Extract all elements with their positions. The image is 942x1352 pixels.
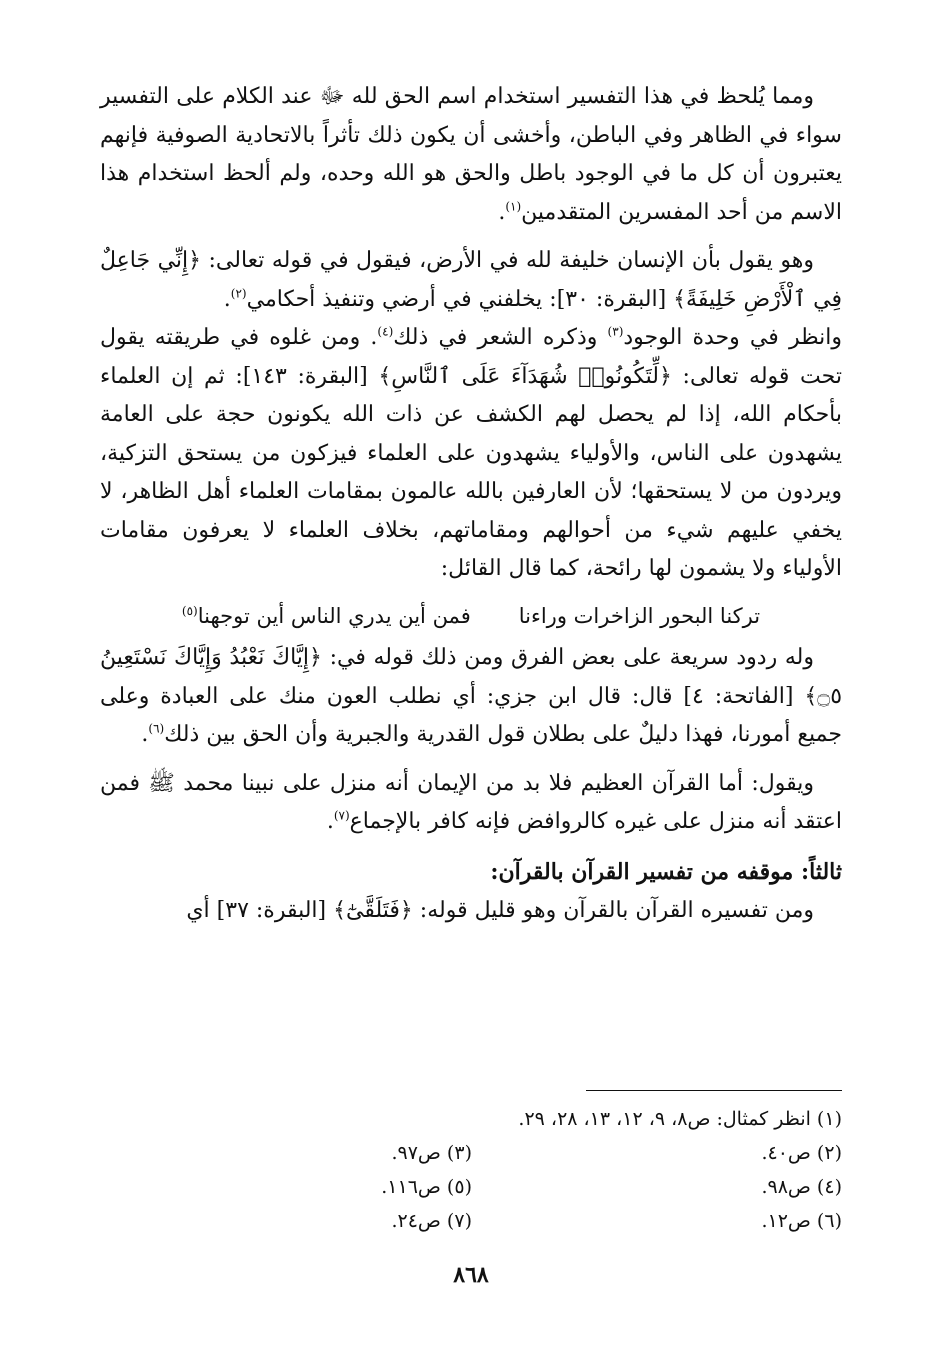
page-number: ٨٦٨ [453, 1262, 489, 1288]
paragraph-1 [100, 78, 842, 232]
footnote-2: (٢) ص٤٠. [761, 1142, 842, 1164]
paragraph-2-text: وهو يقول بأن الإنسان خليفة لله في الأرض، فيقول في قوله تعالى: ﴿إِنِّي جَاعِلٌ فِي ٱلْأَرْضِ خَلِيفَةً﴾ [البقرة: ٣٠]: يخلفني في أرضي وتنفيذ أحكامي [100, 248, 842, 312]
paragraph-6 [100, 892, 842, 931]
paragraph-2-tail: . [223, 286, 231, 312]
footnote-divider [586, 1090, 842, 1091]
footnote-ref-6: (٦) [148, 721, 165, 736]
page-body [100, 78, 842, 930]
paragraph-4-text: وله ردود سريعة على بعض الفرق ومن ذلك قوله في: ﴿إِيَّاكَ نَعْبُدُ وَإِيَّاكَ نَسْتَعِينُ ۝٥﴾ [الفاتحة: ٤] قال: قال ابن جزي: أي نطلب العون منك على العبادة وعلى جميع أمورنا، فهذا دليلٌ على بطلان قول القدرية والجبرية وأن الحق بين ذلك [100, 645, 843, 747]
footnote-ref-3: (٣) [607, 324, 624, 339]
footnote-ref-4: (٤) [377, 324, 394, 339]
paragraph-3-text-3: . ومن غلوه في طريقته يقول تحت قوله تعالى: ﴿لِّتَكُونُوا۟ شُهَدَآءَ عَلَى ٱلنَّاسِ﴾ [البقرة: ١٤٣]: ثم إن العلماء بأحكام الله، إذا لم يحصل لهم الكشف عن ذات الله يكونون حجة على العامة يشهدون على الناس، والأولياء يشهدون على العلماء فيزكون من يستحق التزكية، ويردون من لا يستحقها؛ لأن العارفين بالله عالمون بمقامات العلماء أهل الظاهر، لا يخفي عليهم شيء من أحوالهم ومقاماتهم، بخلاف العلماء لا يعرفون مقامات الأولياء ولا يشمون لها رائحة، كما قال القائل: [100, 325, 842, 581]
footnote-ref-2: (٢) [230, 286, 247, 301]
paragraph-5-tail: . [326, 809, 334, 834]
paragraph-4 [100, 639, 842, 755]
paragraph-5 [100, 765, 842, 842]
section-heading-lead: ثالثاً: [801, 858, 842, 885]
paragraph-3-text: وانظر في وحدة الوجود [623, 325, 842, 350]
paragraph-1-tail: . [498, 199, 506, 225]
footnote-7: (٧) ص٢٤. [391, 1210, 472, 1232]
footnote-6: (٦) ص١٢. [761, 1210, 842, 1232]
section-heading-text: موقفه من تفسير القرآن بالقرآن: [490, 858, 801, 885]
footnote-3: (٣) ص٩٧. [391, 1142, 472, 1164]
footnote-5: (٥) ص١١٦. [381, 1176, 472, 1198]
paragraph-1-text: ومما يُلحظ في هذا التفسير استخدام اسم الحق لله ﷻ عند الكلام على التفسير سواء في الظاهر وفي الباطن، وأخشى أن يكون ذلك تأثراً بالاتحادية الصوفية فإنهم يعتبرون أن كل ما في الوجود باطل والحق هو الله وحده، ولم ألحظ استخدام هذا الاسم من أحد المفسرين المتقدمين [100, 84, 842, 225]
verse-second-half [182, 597, 471, 636]
footnote-1: (١) انظر كمثال: ص٨، ٩، ١٢، ١٣، ٢٨، ٢٩. [518, 1108, 842, 1130]
paragraph-3-text-2: وذكره الشعر في ذلك [393, 325, 608, 350]
footnote-row [100, 1170, 842, 1204]
poetry-verse [100, 597, 842, 636]
footnotes [100, 1102, 842, 1238]
footnote-row [100, 1204, 842, 1238]
paragraph-5-text: ويقول: أما القرآن العظيم فلا بد من الإيمان أنه منزل على نبينا محمد ﷺ فمن اعتقد أنه منزل على غيره كالروافض فإنه كافر بالإجماع [100, 770, 842, 834]
footnote-ref-7: (٧) [333, 808, 350, 823]
section-heading [100, 852, 842, 892]
paragraph-6-text: ومن تفسيره القرآن بالقرآن وهو قليل قوله: ﴿فَتَلَقَّىٰٓ﴾ [البقرة: ٣٧] أي [186, 897, 814, 923]
paragraph-2 [100, 242, 842, 319]
footnote-row [100, 1136, 842, 1170]
verse-second-half-text: فمن أين يدري الناس أين توجهنا [197, 603, 471, 628]
paragraph-3 [100, 319, 842, 589]
footnote-ref-5: (٥) [181, 603, 198, 618]
footnote-4: (٤) ص٩٨. [761, 1176, 842, 1198]
verse-first-half: تركنا البحور الزاخرات وراءنا [518, 603, 761, 628]
paragraph-4-tail: . [141, 722, 149, 747]
footnote-ref-1: (١) [505, 199, 522, 214]
